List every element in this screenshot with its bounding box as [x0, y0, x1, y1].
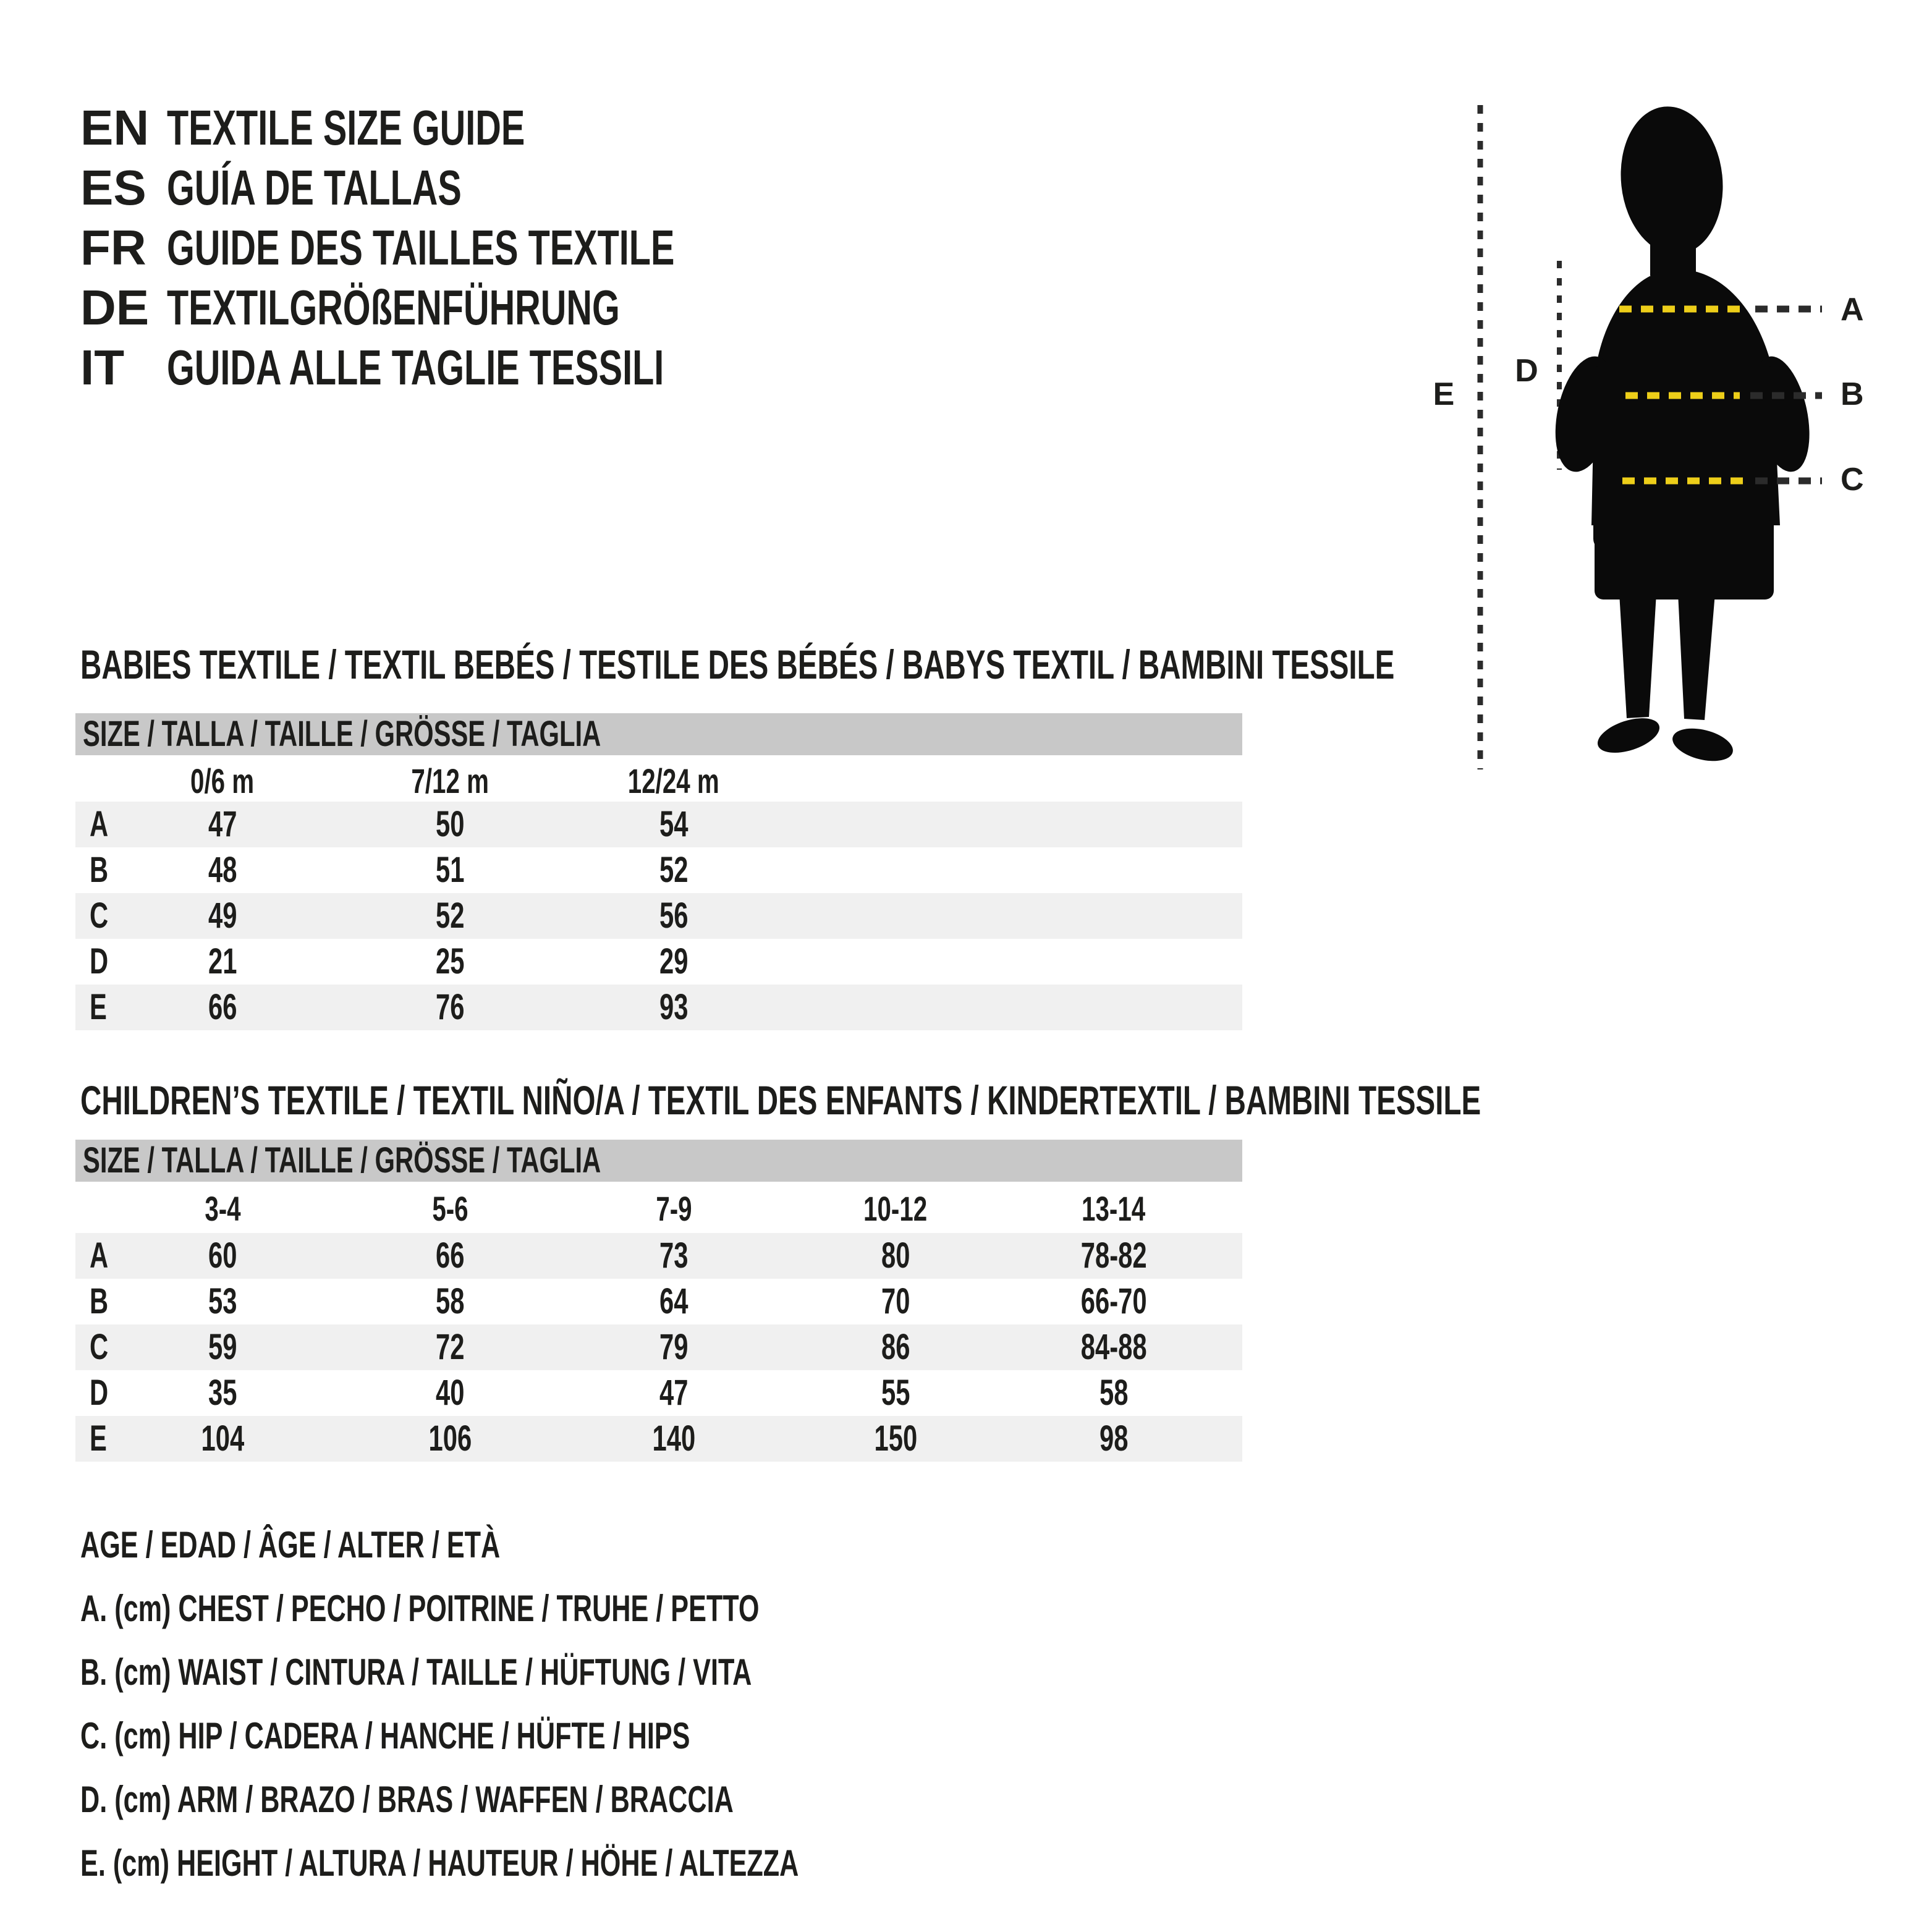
children-col-header: 5-6 — [431, 1189, 468, 1228]
row-label: B — [90, 1281, 109, 1321]
lang-row-de — [80, 278, 872, 337]
babies-section-title — [80, 643, 1905, 686]
lang-row-es — [80, 158, 872, 218]
babies-col-header: 7/12 m — [411, 761, 489, 800]
table-cell: 84-88 — [1080, 1327, 1147, 1367]
lang-code: IT — [80, 340, 125, 395]
table-cell: 54 — [659, 804, 688, 844]
table-row — [75, 893, 1242, 939]
table-cell: 104 — [201, 1418, 244, 1459]
table-cell: 50 — [435, 804, 465, 844]
table-cell: 106 — [428, 1418, 472, 1459]
row-label: D — [90, 1373, 109, 1413]
table-cell: 86 — [881, 1327, 910, 1367]
babies-col-header: 12/24 m — [628, 761, 719, 800]
table-cell: 80 — [881, 1235, 910, 1276]
table-cell: 55 — [881, 1373, 910, 1413]
figure-label-c: C — [1841, 462, 1864, 498]
table-cell: 58 — [1099, 1373, 1129, 1413]
table-row — [75, 802, 1242, 847]
children-column-header-row — [75, 1190, 1242, 1227]
table-cell: 78-82 — [1080, 1235, 1147, 1276]
children-col-header: 10-12 — [863, 1189, 928, 1228]
table-row — [75, 1416, 1242, 1462]
table-cell: 150 — [874, 1418, 917, 1459]
row-label: A — [90, 1235, 109, 1276]
table-cell: 79 — [659, 1327, 688, 1367]
legend-line-height: E. (cm) HEIGHT / ALTURA / HAUTEUR / HÖHE / ALTEZZA — [80, 1842, 799, 1884]
table-cell: 47 — [659, 1373, 688, 1413]
table-cell: 72 — [435, 1327, 465, 1367]
guide-title: GUIDA ALLE TAGLIE TESSILI — [167, 340, 664, 395]
measurement-legend — [80, 1513, 1078, 1895]
row-label: D — [90, 941, 109, 981]
table-cell: 59 — [208, 1327, 237, 1367]
table-cell: 66 — [435, 1235, 465, 1276]
table-cell: 40 — [435, 1373, 465, 1413]
figure-label-e: E — [1433, 376, 1455, 412]
children-col-header: 13-14 — [1082, 1189, 1146, 1228]
table-cell: 47 — [208, 804, 237, 844]
table-row — [75, 1370, 1242, 1416]
table-cell: 66-70 — [1080, 1281, 1147, 1321]
table-cell: 60 — [208, 1235, 237, 1276]
row-label: B — [90, 850, 109, 890]
row-label: C — [90, 1327, 109, 1367]
babies-column-header-row — [75, 763, 1242, 800]
figure-label-d: D — [1515, 353, 1538, 389]
table-cell: 76 — [435, 987, 465, 1027]
table-cell: 93 — [659, 987, 688, 1027]
children-section-title — [80, 1078, 1932, 1122]
table-row — [75, 985, 1242, 1030]
lang-row-it — [80, 337, 872, 397]
legend-line-waist: B. (cm) WAIST / CINTURA / TAILLE / HÜFTUNG / VITA — [80, 1651, 752, 1693]
row-label: E — [90, 1418, 107, 1459]
lang-code: EN — [80, 100, 150, 155]
table-cell: 49 — [208, 896, 237, 936]
row-label: A — [90, 804, 109, 844]
table-cell: 98 — [1099, 1418, 1129, 1459]
figure-label-a: A — [1841, 292, 1864, 328]
table-cell: 66 — [208, 987, 237, 1027]
table-cell: 52 — [435, 896, 465, 936]
lang-code: FR — [80, 220, 146, 275]
table-cell: 25 — [435, 941, 465, 981]
babies-size-header-text: SIZE / TALLA / TAILLE / GRÖSSE / TAGLIA — [83, 714, 601, 754]
children-section-title-text: CHILDREN’S TEXTILE / TEXTIL NIÑO/A / TEXTIL DES ENFANTS / KINDERTEXTIL / BAMBINI TESSILE — [80, 1077, 1481, 1123]
children-col-header: 7-9 — [655, 1189, 692, 1228]
table-cell: 56 — [659, 896, 688, 936]
lang-code: ES — [80, 160, 146, 215]
table-cell: 58 — [435, 1281, 465, 1321]
table-cell: 48 — [208, 850, 237, 890]
babies-section-title-text: BABIES TEXTILE / TEXTIL BEBÉS / TESTILE DES BÉBÉS / BABYS TEXTIL / BAMBINI TESSILE — [80, 642, 1395, 687]
guide-title: GUIDE DES TAILLES TEXTILE — [167, 220, 675, 275]
figure-label-b: B — [1841, 376, 1864, 412]
table-row — [75, 1279, 1242, 1324]
row-label: C — [90, 896, 109, 936]
table-cell: 35 — [208, 1373, 237, 1413]
table-cell: 52 — [659, 850, 688, 890]
legend-line-arm: D. (cm) ARM / BRAZO / BRAS / WAFFEN / BRACCIA — [80, 1779, 734, 1820]
table-cell: 29 — [659, 941, 688, 981]
babies-size-header-bar — [75, 713, 1242, 755]
table-cell: 53 — [208, 1281, 237, 1321]
lang-row-en — [80, 98, 872, 158]
language-title-list — [80, 98, 872, 397]
children-col-header: 3-4 — [204, 1189, 241, 1228]
guide-title: TEXTILGRÖßENFÜHRUNG — [167, 280, 620, 335]
legend-line-hip: C. (cm) HIP / CADERA / HANCHE / HÜFTE / HIPS — [80, 1715, 690, 1756]
table-cell: 73 — [659, 1235, 688, 1276]
table-cell: 64 — [659, 1281, 688, 1321]
legend-line-age: AGE / EDAD / ÂGE / ALTER / ETÀ — [80, 1524, 501, 1566]
children-size-header-bar — [75, 1140, 1242, 1182]
table-row — [75, 847, 1242, 893]
table-cell: 140 — [652, 1418, 695, 1459]
lang-row-fr — [80, 218, 872, 278]
table-row — [75, 939, 1242, 985]
table-cell: 70 — [881, 1281, 910, 1321]
guide-title: GUÍA DE TALLAS — [167, 160, 462, 215]
table-row — [75, 1324, 1242, 1370]
children-size-header-text: SIZE / TALLA / TAILLE / GRÖSSE / TAGLIA — [83, 1140, 601, 1180]
table-cell: 21 — [208, 941, 237, 981]
table-row — [75, 1233, 1242, 1279]
babies-col-header: 0/6 m — [190, 761, 255, 800]
guide-title: TEXTILE SIZE GUIDE — [167, 100, 525, 155]
table-cell: 51 — [435, 850, 465, 890]
legend-line-chest: A. (cm) CHEST / PECHO / POITRINE / TRUHE / PETTO — [80, 1588, 760, 1629]
row-label: E — [90, 987, 107, 1027]
lang-code: DE — [80, 280, 150, 335]
